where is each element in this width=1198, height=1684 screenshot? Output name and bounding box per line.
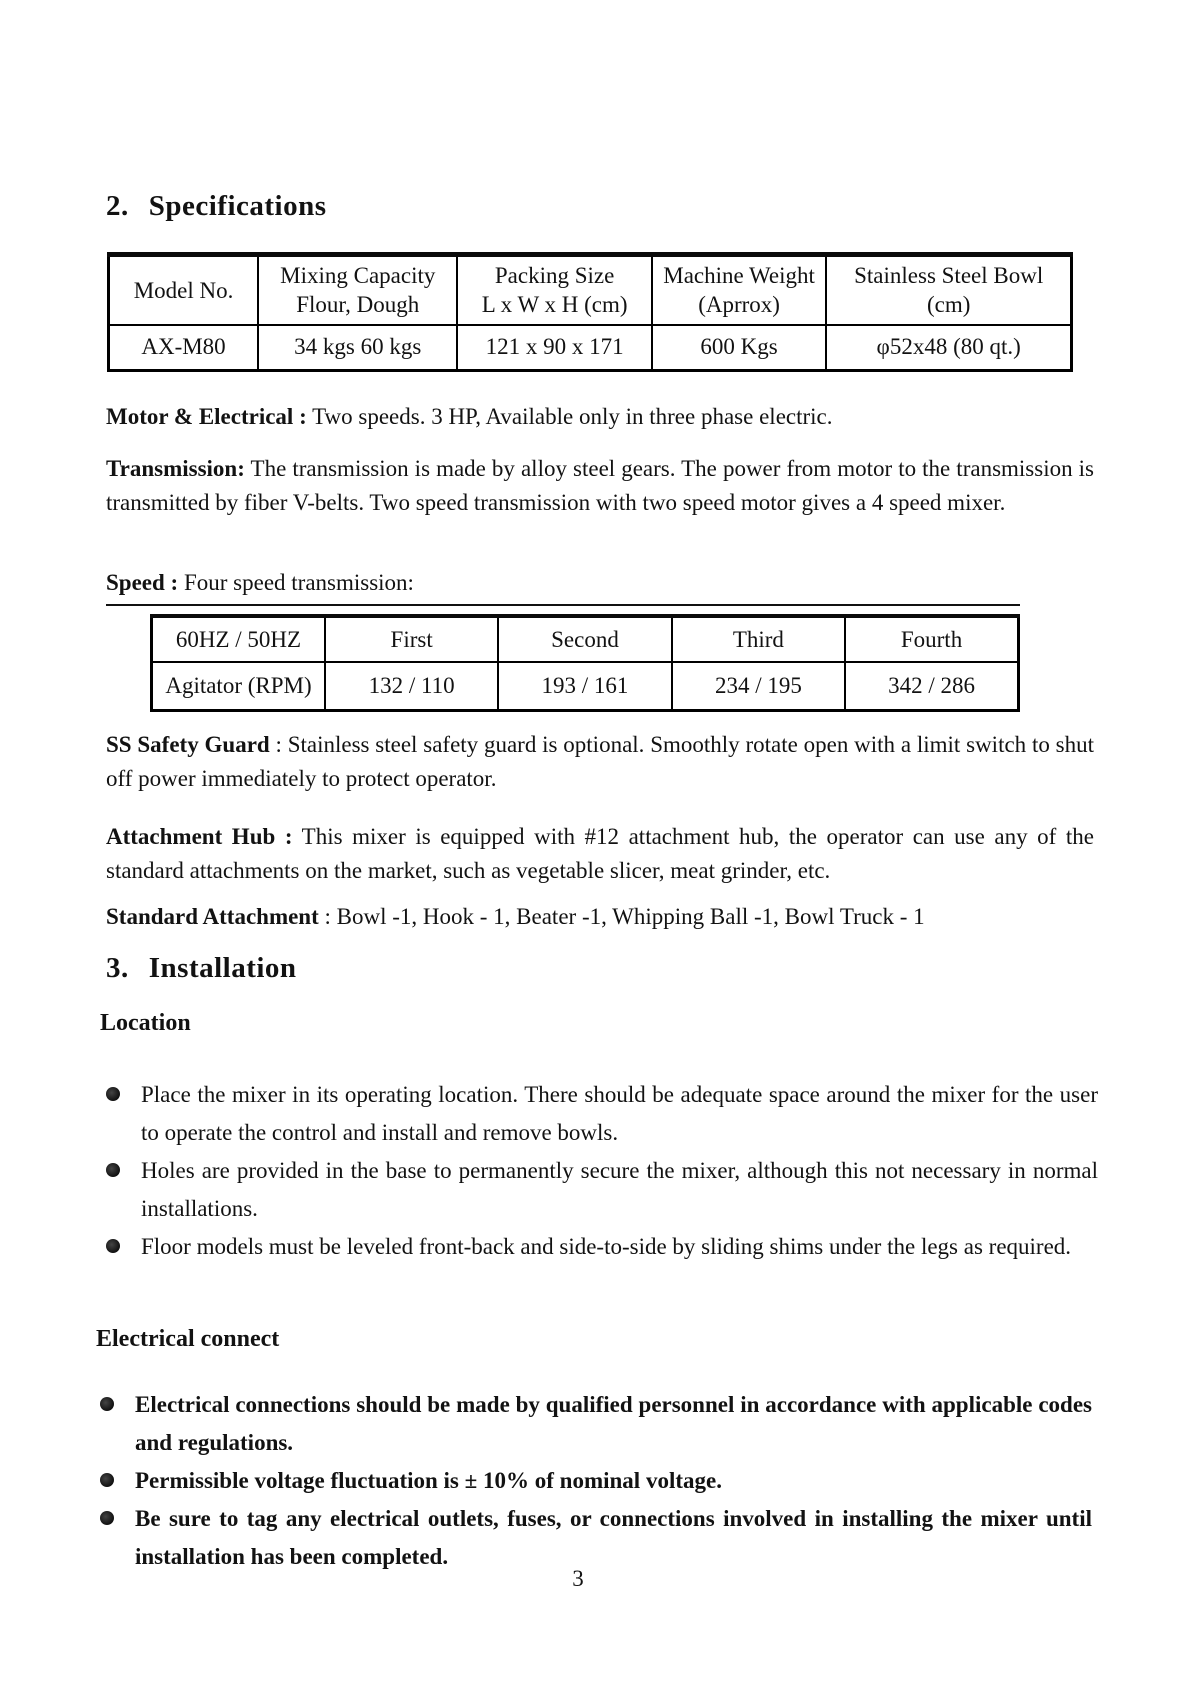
transmission-label: Transmission: [106, 456, 245, 481]
bullet-icon [100, 1511, 114, 1525]
section-number: 3. [106, 952, 129, 984]
cell-rpm-fourth: 342 / 286 [845, 662, 1018, 710]
transmission-paragraph [106, 452, 1094, 520]
electrical-connect-subheading: Electrical connect [96, 1326, 280, 1352]
section-title: Specifications [148, 190, 327, 222]
section-number: 2. [106, 190, 129, 222]
col-header-frequency: 60HZ / 50HZ [152, 616, 325, 662]
speed-table-header-row [152, 616, 1019, 662]
page-number: 3 [572, 1566, 584, 1591]
motor-electrical-text: Two speeds. 3 HP, Available only in three phase electric. [312, 404, 833, 429]
col-header-first: First [325, 616, 498, 662]
col-header-fourth: Fourth [845, 616, 1018, 662]
cell-rpm-second: 193 / 161 [498, 662, 671, 710]
col-header-stainless-bowl: Stainless Steel Bowl (cm) [826, 255, 1071, 325]
standard-attachment-label: Standard Attachment [106, 904, 319, 929]
transmission-text: The transmission is made by alloy steel gears. The power from motor to the transmission is transmitted by fiber V-belts. Two speed transmission with two speed motor gives a 4 speed mixer. [106, 456, 1094, 515]
section-title: Installation [148, 952, 297, 984]
cell-bowl: φ52x48 (80 qt.) [826, 325, 1071, 371]
standard-attachment-paragraph [106, 900, 1094, 934]
col-header-second: Second [498, 616, 671, 662]
list-item: Floor models must be leveled front-back and side-to-side by sliding shims under the legs as required. [106, 1228, 1098, 1266]
bullet-icon [100, 1473, 114, 1487]
bullet-icon [106, 1239, 120, 1253]
location-bullet-list [106, 1076, 1098, 1266]
standard-attachment-text: : Bowl -1, Hook - 1, Beater -1, Whipping Ball -1, Bowl Truck - 1 [324, 904, 925, 929]
attachment-hub-text: This mixer is equipped with #12 attachment hub, the operator can use any of the standard attachments on the market, such as vegetable slicer, meat grinder, etc. [106, 824, 1094, 883]
cell-agitator-label: Agitator (RPM) [152, 662, 325, 710]
cell-packing: 121 x 90 x 171 [457, 325, 651, 371]
cell-rpm-first: 132 / 110 [325, 662, 498, 710]
electrical-bullet-list [100, 1386, 1092, 1576]
safety-guard-label: SS Safety Guard [106, 732, 270, 757]
attachment-hub-paragraph [106, 820, 1094, 888]
speed-table [150, 614, 1020, 712]
section-heading-specifications [106, 190, 327, 223]
spec-table-header-row [109, 255, 1072, 325]
section-heading-installation [106, 952, 297, 985]
speed-heading [106, 570, 1020, 606]
col-header-packing-size: Packing Size L x W x H (cm) [457, 255, 651, 325]
location-subheading: Location [100, 1010, 191, 1036]
col-header-model-no: Model No. [109, 255, 259, 325]
safety-guard-text: : Stainless steel safety guard is optional. Smoothly rotate open with a limit switch to shut off power immediately to protect operator. [106, 732, 1095, 791]
list-item: Electrical connections should be made by qualified personnel in accordance with applicable codes and regulations. [100, 1386, 1092, 1462]
col-header-third: Third [672, 616, 845, 662]
attachment-hub-label: Attachment Hub : [106, 824, 293, 849]
cell-model: AX-M80 [109, 325, 259, 371]
col-header-mixing-capacity: Mixing Capacity Flour, Dough [258, 255, 457, 325]
motor-electrical-paragraph [106, 400, 1094, 434]
cell-rpm-third: 234 / 195 [672, 662, 845, 710]
safety-guard-paragraph [106, 728, 1094, 796]
speed-label: Speed : [106, 570, 179, 595]
col-header-machine-weight: Machine Weight (Aprrox) [652, 255, 827, 325]
list-item: Place the mixer in its operating location. There should be adequate space around the mixer for the user to operate the control and install and remove bowls. [106, 1076, 1098, 1152]
bullet-icon [106, 1163, 120, 1177]
list-item: Be sure to tag any electrical outlets, fuses, or connections involved in installing the mixer until installation has been completed. [100, 1500, 1092, 1576]
list-item: Permissible voltage fluctuation is ± 10% of nominal voltage. [100, 1462, 1092, 1500]
cell-weight: 600 Kgs [652, 325, 827, 371]
list-item: Holes are provided in the base to permanently secure the mixer, although this not necessary in normal installations. [106, 1152, 1098, 1228]
table-row [109, 325, 1072, 371]
bullet-icon [100, 1397, 114, 1411]
table-row [152, 662, 1019, 710]
specifications-table [107, 252, 1073, 372]
cell-capacity: 34 kgs 60 kgs [258, 325, 457, 371]
motor-electrical-label: Motor & Electrical : [106, 404, 307, 429]
speed-text: Four speed transmission: [183, 570, 414, 595]
bullet-icon [106, 1087, 120, 1101]
